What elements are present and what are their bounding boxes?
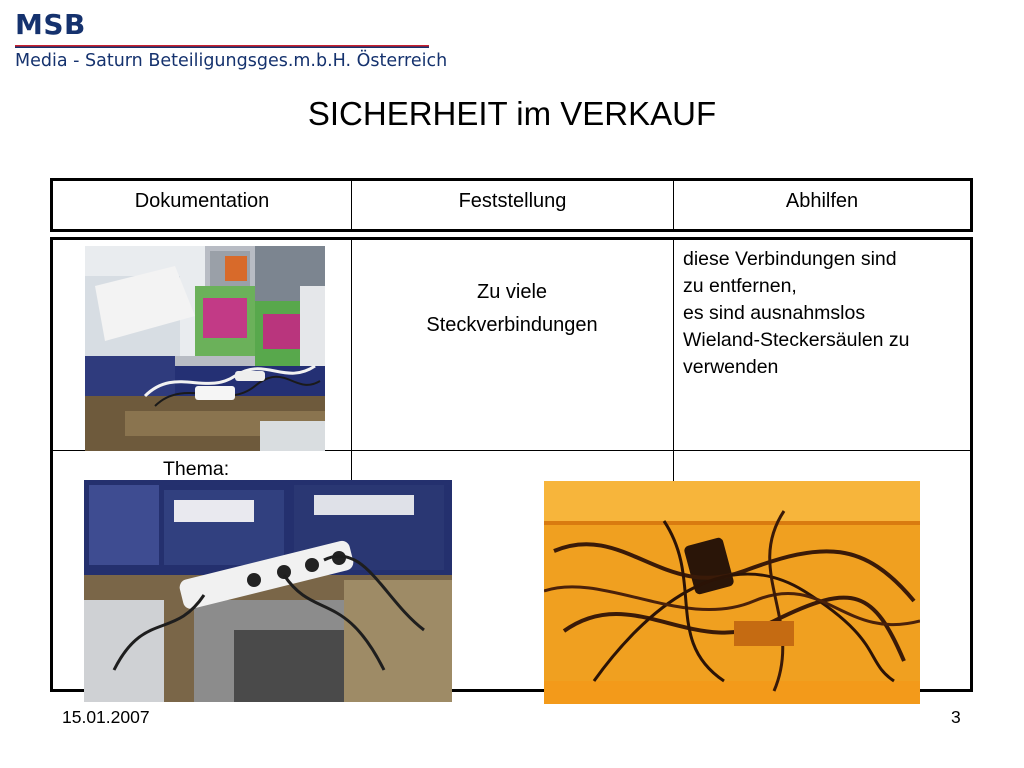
finding-line: Steckverbindungen [426, 314, 598, 336]
remedy-line: diese Verbindungen sind [683, 248, 897, 270]
column-header-feststellung: Feststellung [458, 190, 567, 212]
remedy-line: es sind ausnahmslos [683, 302, 866, 324]
column-header-dokumentation: Dokumentation [134, 190, 270, 212]
brand-logo-text: MSB [15, 8, 86, 41]
remedy-line: Wieland-Steckersäulen zu [683, 329, 910, 351]
finding-text [352, 276, 672, 342]
remedy-line: zu entfernen, [683, 275, 797, 297]
logo-divider-red [15, 45, 429, 47]
slide-title: SICHERHEIT im VERKAUF [307, 95, 717, 132]
store-shelf-cables-photo [85, 246, 325, 451]
remedy-text [683, 246, 968, 381]
remedy-line: verwenden [683, 356, 779, 378]
company-name: Media - Saturn Beteiligungsges.m.b.H. Österreich [15, 51, 448, 71]
logo-divider [15, 45, 429, 48]
finding-line: Zu viele [476, 281, 548, 303]
power-strip-on-boxes-photo [84, 480, 452, 702]
column-header-abhilfen: Abhilfen [785, 190, 859, 212]
page-number: 3 [951, 707, 961, 727]
topic-label: Thema: [163, 458, 230, 480]
table-header [50, 178, 973, 232]
logo-divider-blue [15, 47, 429, 49]
tangled-cables-orange-photo [544, 481, 920, 704]
footer-date: 15.01.2007 [62, 707, 150, 727]
